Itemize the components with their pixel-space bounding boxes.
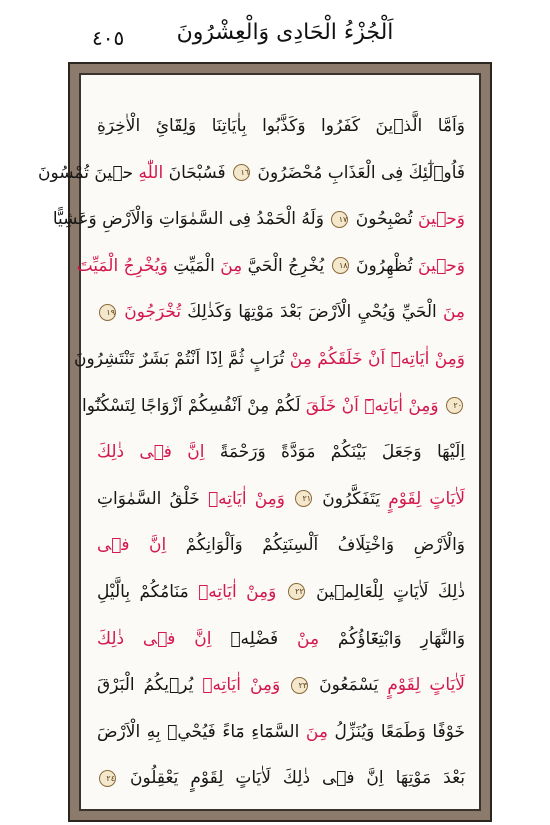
highlighted-text: تُخْرَجُونَ (124, 302, 182, 323)
highlighted-text: مِنَ (442, 302, 466, 323)
verse-text: يُرٖيكُمُ الْبَرْقَ (97, 675, 194, 696)
verse-text: يَتَفَكَّرُونَ (322, 488, 381, 509)
text-line (81, 383, 465, 430)
highlighted-text: وَمِنْ اٰيَاتِهٖ (198, 581, 277, 602)
verse-text: اِلَيْهَا وَجَعَلَ بَيْنَكُمْ مَوَدَّةً وَرَحْمَةً (219, 442, 466, 463)
verse-text: تُرَابٍ ثُمَّ اِذَٓا اَنْتُمْ بَشَرٌ تَنْتَشِرُونَ (74, 348, 285, 369)
text-line (97, 103, 465, 150)
highlighted-text: مِنَ (220, 255, 243, 276)
ayah-number-marker: ١٨ (332, 257, 349, 274)
text-line (97, 755, 465, 802)
highlighted-text: اِنَّ فٖى (97, 535, 167, 556)
text-line (97, 662, 465, 709)
ayah-number-marker: ٢٠ (446, 397, 463, 414)
verse-text: بَعْدَ مَوْتِهَا (395, 768, 465, 789)
verse-text: حٖينَ تُمْسُونَ (37, 162, 134, 183)
highlighted-text: اِنَّ فٖى ذٰلِكَ (97, 442, 205, 463)
text-line (37, 150, 465, 197)
verse-text: تُظْهِرُونَ (356, 255, 413, 276)
verse-text: خَلْقُ السَّمٰوَاتِ (97, 488, 200, 509)
verse-text: ذٰلِكَ لَاٰيَاتٍ لِلْعَالِمٖينَ (316, 581, 466, 602)
ayah-number-marker: ١٦ (233, 164, 250, 181)
highlighted-text: وَمِنْ اٰيَاتِهٖٓ اَنْ خَلَقَ (305, 395, 439, 416)
verse-text: وَالنَّهَارِ وَابْتِغَٓاؤُكُمْ (337, 628, 466, 649)
highlighted-text: لَاٰيَاتٍ لِقَوْمٍ (388, 488, 466, 509)
text-line (74, 336, 465, 383)
text-line (97, 616, 465, 663)
verse-text: وَالْاَرْضِ وَاخْتِلَافُ اَلْسِنَتِكُمْ وَاَلْوَانِكُمْ (185, 535, 465, 556)
verse-text: خَوْفًا وَطَمَعًا وَيُنَزِّلُ (334, 721, 466, 742)
verse-text: الْحَيِّ وَيُحْيِ الْاَرْضَ بَعْدَ مَوْتِهَا وَكَذٰلِكَ (187, 302, 437, 323)
highlighted-text: وَمِنْ اٰيَاتِهٖ (202, 675, 281, 696)
juz-title: اَلْجُزْءُ الْحَادِى وَالْعِشْرُونَ (176, 20, 394, 45)
verse-text: وَاَمَّا الَّذٖينَ كَفَرُوا وَكَذَّبُوا بِاٰيَاتِنَا وَلِقَٓائِ الْاٰخِرَةِ (97, 116, 465, 136)
verse-text: تُصْبِحُونَ (355, 209, 413, 230)
text-line (97, 476, 465, 523)
ayah-number-marker: ٢٤ (99, 770, 116, 787)
verse-text: فَسُبْحَانَ (168, 162, 226, 183)
highlighted-text: مِنْ (297, 628, 320, 649)
verse-text: السَّمَٓاءِ مَٓاءً فَيُحْيٖ بِهِ الْاَرْضَ (97, 721, 300, 742)
quran-text (37, 103, 466, 802)
verse-text: يُخْرِجُ الْحَيَّ (247, 255, 325, 276)
verse-text: لَكُمْ مِنْ اَنْفُسِكُمْ اَزْوَاجًا لِتَسْكُنُٓوا (81, 395, 301, 416)
ayah-number-marker: ٢١ (295, 490, 312, 507)
ayah-number-marker: ٢٣ (291, 677, 308, 694)
text-line (52, 196, 465, 243)
page-frame (37, 62, 492, 822)
highlighted-text: لَاٰيَاتٍ لِقَوْمٍ (387, 675, 465, 696)
ayah-number-marker: ٢٢ (288, 583, 305, 600)
verse-text: وَلَهُ الْحَمْدُ فِى السَّمٰوَاتِ وَالْاَرْضِ وَعَشِيًّا (52, 209, 324, 230)
text-line (76, 243, 465, 290)
highlighted-text: وَمِنْ اٰيَاتِهٖٓ اَنْ خَلَقَكُمْ مِنْ (289, 348, 465, 369)
verse-text: مَنَامُكُمْ بِالَّيْلِ (97, 581, 189, 602)
ayah-number-marker: ١٩ (99, 304, 116, 321)
verse-text: اِنَّ فٖى ذٰلِكَ لَاٰيَاتٍ لِقَوْمٍ (190, 768, 384, 789)
verse-text: فَاُو۬لٰٓئِكَ فِى الْعَذَابِ مُحْضَرُونَ (257, 162, 465, 183)
page-number: ٤٠٥ (92, 26, 125, 50)
text-line (97, 429, 465, 476)
highlighted-text: اِنَّ فٖى ذٰلِكَ (97, 628, 212, 649)
verse-text: الْمَيِّتِ (173, 255, 215, 276)
ayah-number-marker: ١٧ (331, 211, 348, 228)
highlighted-text: اللّٰهِ (138, 162, 164, 183)
highlighted-text: وَحٖينَ (418, 209, 465, 230)
highlighted-text: مِنَ (305, 721, 328, 742)
page-header (0, 0, 550, 62)
verse-text: يَسْمَعُونَ (319, 675, 379, 696)
highlighted-text: وَمِنْ اٰيَاتِهٖ (207, 488, 285, 509)
highlighted-text: وَحٖينَ (418, 255, 465, 276)
text-panel (37, 73, 481, 811)
text-line (97, 569, 465, 616)
text-line (97, 289, 465, 336)
verse-text: فَضْلِهٖ (230, 628, 279, 649)
text-line (97, 522, 465, 569)
text-line (97, 709, 465, 756)
highlighted-text: وَيُخْرِجُ الْمَيِّتَ (76, 255, 168, 276)
verse-text: يَعْقِلُونَ (129, 768, 179, 789)
